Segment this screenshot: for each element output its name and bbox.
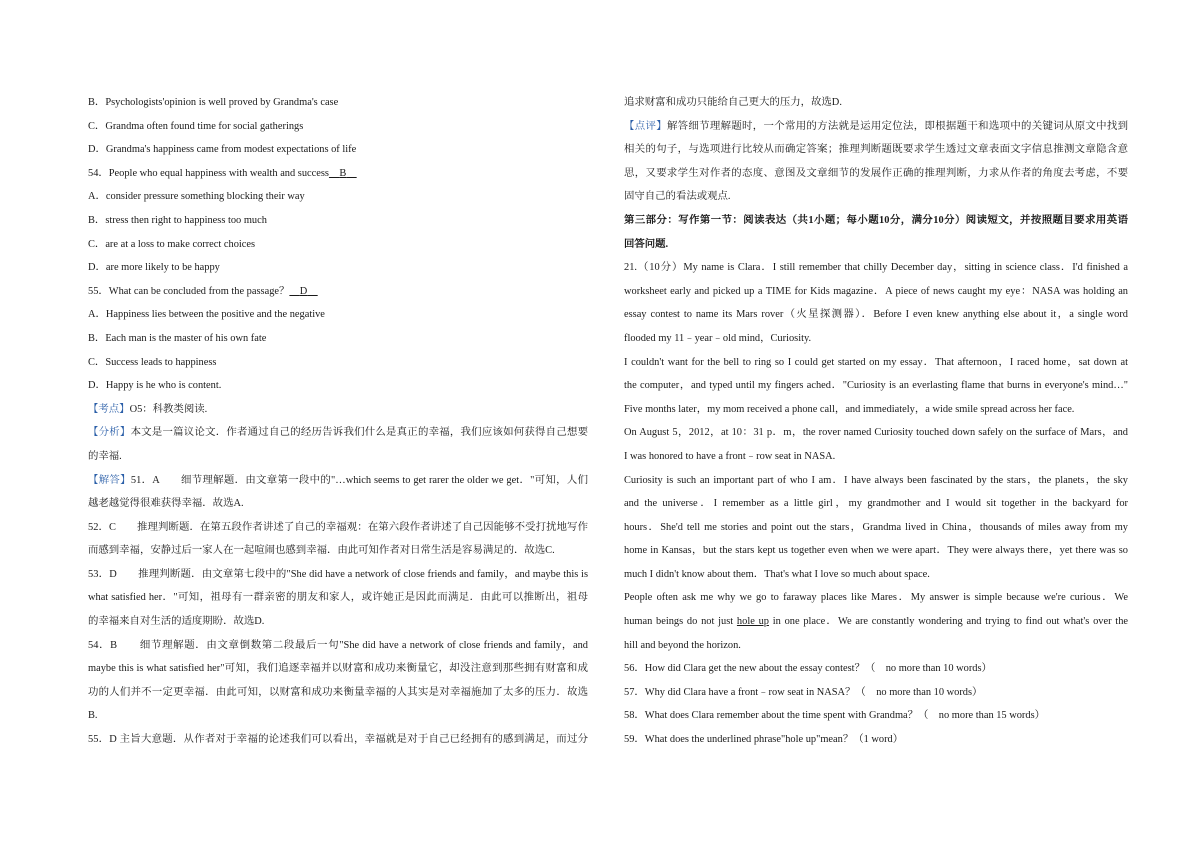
left-column	[88, 94, 588, 755]
jieda-a54-line-4: B.	[88, 710, 98, 722]
jieda-a53-line-1: 53．D 推理判断题．由文章第七段中的"She did have a network of close friends and family，and maybe this is	[88, 568, 588, 580]
q55-stem-text: 55．What can be concluded from the passage？	[88, 285, 290, 297]
q54-option-b: B．stress then right to happiness too much	[88, 214, 267, 226]
q54-answer: B	[339, 167, 347, 179]
jieda-a52-line-1: 52．C 推理判断题．在第五段作者讲述了自己的幸福观：在第六段作者讲述了自己因能够不受打扰地写作	[88, 521, 588, 533]
jieda-a55-line-1: 55．D 主旨大意题．从作者对于幸福的论述我们可以看出，幸福就是对于自己已经拥有的感到满足，而过分	[88, 734, 588, 746]
q55-stem	[88, 283, 588, 307]
passage-p4-line-3: hours．She'd tell me stories and point out the stars，Grandma lived in China，thousands of miles away from my	[624, 521, 1128, 533]
passage-p4-line-1: Curiosity is such an important part of who I am．I have always been fascinated by the stars，the planets，the sky	[624, 474, 1128, 486]
kaodian-text: O5：科教类阅读.	[129, 403, 208, 415]
q53-option-d: D．Grandma's happiness came from modest expectations of life	[88, 144, 357, 156]
passage-p5-line-2	[624, 613, 1128, 637]
passage-p1-line-1: 21.（10分）My name is Clara．I still remember that chilly December day，sitting in science class．I'd finished a	[624, 262, 1128, 274]
q54-answer-blank	[329, 168, 357, 179]
dianping-line-3: 思，又要求学生对作者的态度、意图及文章细节的发展作正确的推理判断，力求从作者的角度去考虑，不要	[624, 167, 1128, 179]
kaodian-tag: 【考点】	[88, 403, 130, 415]
passage-p1-line-2: worksheet early and picked up a TIME for Kids magazine．A piece of news caught my eye：NASA was holding an	[624, 285, 1128, 297]
kaodian-line	[88, 401, 588, 425]
q54-stem-text: 54．People who equal happiness with wealth and success	[88, 167, 329, 179]
question-57: 57．Why did Clara have a front﹣row seat in NASA？（ no more than 10 words）	[624, 686, 983, 698]
dianping-line-4: 固守自己的看法或观点.	[624, 191, 731, 203]
jieda-a54-line-2: maybe this is what satisfied her"可知，我们追逐幸福并以财富和成功来衡量它，却没注意到那些拥有财富和成	[88, 663, 588, 675]
passage-p4-line-4: home in Kansas，but the stars kept us together even when we were apart．They were always there，yet there was so	[624, 545, 1128, 557]
jieda-a53-line-3: 的幸福来自对生活的适度期盼．故选D.	[88, 616, 265, 628]
section-title-line-2: 回答问题.	[624, 238, 669, 250]
passage-p1-line-4: flooded my 11﹣year﹣old mind，Curiosity.	[624, 332, 812, 344]
passage-p5-line-2-start: human beings do not just	[624, 616, 737, 628]
q55-option-a: A．Happiness lies between the positive and the negative	[88, 309, 325, 321]
q54-option-a: A．consider pressure something blocking their way	[88, 191, 305, 203]
q54-option-c: C．are at a loss to make correct choices	[88, 238, 256, 250]
passage-p2-line-3: Five months later，my mom received a phone call，and immediately，a wide smile spread across her face.	[624, 403, 1075, 415]
fenxi-tag: 【分析】	[88, 427, 131, 439]
dianping-tag: 【点评】	[624, 120, 667, 132]
passage-p4-line-5: much I didn't know about them．That's what I love so much about space.	[624, 568, 930, 580]
passage-p5-line-3: hill and beyond the horizon.	[624, 639, 741, 651]
q55-option-d: D．Happy is he who is content.	[88, 380, 222, 392]
passage-p2-line-2: the computer，and typed until my fingers ached．"Curiosity is an everlasting flame that burns in everyone's mind…"	[624, 380, 1128, 392]
jieda-a51-text-1: 51．A 细节理解题．由文章第一段中的"…which seems to get rarer the older we get．"可知，人们	[130, 474, 588, 486]
question-59: 59．What does the underlined phrase"hole up"mean？（1 word）	[624, 734, 904, 746]
question-56: 56．How did Clara get the new about the essay contest？（ no more than 10 words）	[624, 663, 992, 675]
dianping-text-1: 解答细节理解题时，一个常用的方法就是运用定位法，即根据题干和选项中的关键词从原文中找到	[666, 120, 1128, 132]
q55-answer-blank	[289, 286, 317, 297]
jieda-a54-line-1: 54．B 细节理解题．由文章倒数第二段最后一句"She did have a network of close friends and family，and	[88, 639, 588, 651]
passage-p3-line-1: On August 5，2012，at 10：31 p．m，the rover named Curiosity touched down safely on the surface of Mars，and	[624, 427, 1128, 439]
jieda-a51-line-2: 越老越觉得很难获得幸福．故选A.	[88, 498, 244, 510]
q54-stem	[88, 165, 588, 189]
q54-option-d: D．are more likely to be happy	[88, 262, 220, 274]
passage-p4-line-2: and the universe．I remember as a little girl，my grandmother and I would sit together in the backyard for	[624, 498, 1128, 510]
jieda-tag: 【解答】	[88, 474, 131, 486]
question-58: 58．What does Clara remember about the time spent with Grandma？（ no more than 15 words）	[624, 710, 1046, 722]
fenxi-line-2: 的幸福.	[88, 450, 122, 462]
jieda-a53-line-2: what satisfied her．"可知，祖母有一群亲密的朋友和家人，或许她正是因此而满足．由此可以推断出，祖母	[88, 592, 588, 604]
section-title-line-1: 第三部分：写作第一节：阅读表达（共1小题；每小题10分，满分10分）阅读短文，并按照题目要求用英语	[624, 214, 1128, 226]
right-column	[624, 94, 1128, 755]
underlined-phrase: hole up	[736, 616, 769, 628]
q55-answer: D	[299, 285, 308, 297]
q53-option-c: C．Grandma often found time for social gatherings	[88, 120, 304, 132]
q53-option-b: B．Psychologists'opinion is well proved by Grandma's case	[88, 97, 339, 108]
passage-p3-line-2: I was honored to have a front﹣row seat in NASA.	[624, 450, 836, 462]
passage-p2-line-1: I couldn't want for the bell to ring so I could get started on my essay．That afternoon，I raced home，sat down at	[624, 356, 1128, 368]
fenxi-line-1	[88, 424, 588, 448]
passage-p1-line-3: essay contest to name its Mars rover（火星探测器）．Before I even knew anything else about it，a single word	[624, 309, 1128, 321]
passage-p5-line-1: People often ask me why we go to faraway places like Mares．My answer is simple because we're curious．We	[624, 592, 1128, 604]
dianping-line-1	[624, 118, 1128, 142]
q55-option-c: C．Success leads to happiness	[88, 356, 217, 368]
q55-option-b: B．Each man is the master of his own fate	[88, 332, 267, 344]
fenxi-text-1: 本文是一篇议论文．作者通过自己的经历告诉我们什么是真正的幸福，我们应该如何获得自己想要	[130, 427, 588, 439]
jieda-a51-line-1	[88, 472, 588, 496]
jieda-a54-line-3: 功的人们并不一定更幸福．由此可知，以财富和成功来衡量幸福的人其实是对幸福施加了太多的压力．故选	[88, 686, 588, 698]
jieda-a52-line-2: 而感到幸福，安静过后一家人在一起喧闹也感到幸福．由此可知作者对日常生活是容易满足的．故选C.	[88, 545, 555, 557]
jieda-a55-line-2: 追求财富和成功只能给自己更大的压力，故选D.	[624, 97, 842, 108]
dianping-line-2: 相关的句子，与选项进行比较从而确定答案；推理判断题既要求学生透过文章表面文字信息推测文章隐含意	[624, 144, 1128, 156]
passage-p5-line-2-end: in one place．We are constantly wondering and trying to find out what's over the	[768, 616, 1128, 628]
